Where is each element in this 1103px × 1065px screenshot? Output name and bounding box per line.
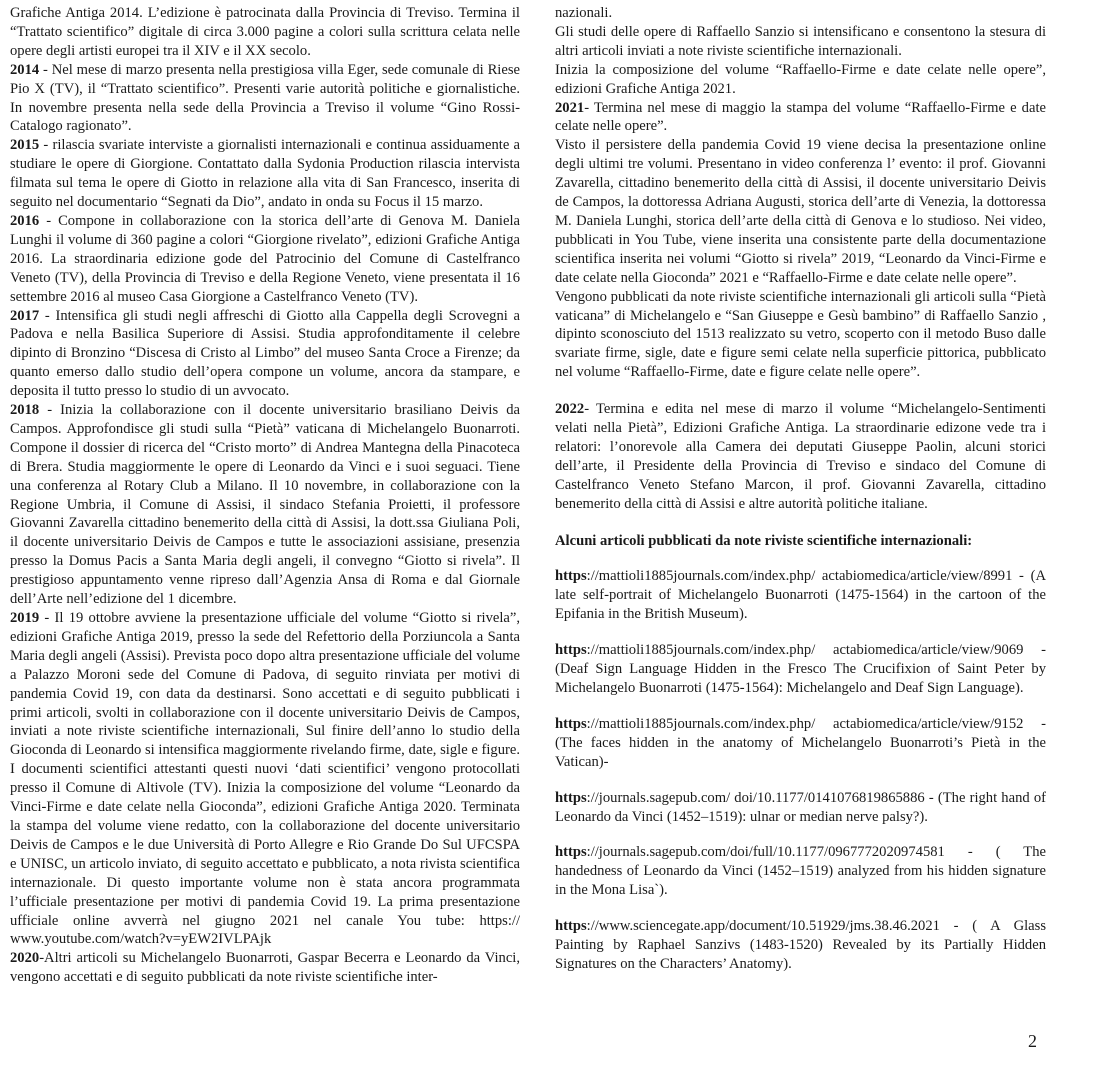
articles-heading: Alcuni articoli pubblicati da note riviste scientifiche internazionali:	[555, 532, 973, 549]
paragraph-2020	[10, 949, 520, 987]
paragraph-text: - Termina e edita nel mese di marzo il volume “Michelangelo-Sentimenti velati nella Pietà”, Edizioni Grafiche Antiga. La straordinarie edizone vede tra i relatori: l’onorevole alla Camera dei deputati Giuseppe Paolin, alcuni storici dell’arte, il Presidente della Provincia di Treviso e sindaco del Comune di Castelfranco Veneto Stefano Marcon, il prof. Giovanni Zavarella, cittadino benemerito della città di Assisi e altre autorità politiche italiane.	[555, 401, 1046, 512]
paragraph-2021-online: Visto il persistere della pandemia Covid 19 viene decisa la presentazione online degli ultimi tre volumi. Presentano in video conferenza l’ evento: il prof. Giovanni Zavarella, cittadino benemerito della città di Assisi, il docente universitario Deivis de Campos, la dottoressa Adriana Augusti, storica dell’arte di Venezia, la dottoressa M. Daniela Lunghi, storica dell’arte della città di Genova e lo studioso. Nei video, pubblicati in You Tube, viene inserita una consistente parte della documentazione scientifica inserita nei volumi “Giotto si rivela” 2019, “Leonardo da Vinci-Firme e date celate nella Gioconda” 2021 e “Raffaello-Firme e date celate nelle opere”.	[555, 137, 1046, 286]
year-label: 2017	[10, 307, 40, 324]
spacer	[555, 826, 1046, 843]
reference-protocol: https	[555, 568, 587, 585]
right-column	[555, 4, 1046, 974]
year-label: 2019	[10, 610, 40, 626]
spacer	[555, 698, 1046, 715]
paragraph-2019	[10, 609, 520, 949]
continuation-paragraph: Gli studi delle opere di Raffaello Sanzio si intensificano e consentono la stesura di altri articoli inviati a note riviste scientifiche internazionali.	[555, 23, 1046, 59]
page-number: 2	[1028, 1031, 1037, 1051]
reference-protocol: https	[555, 844, 587, 861]
article-reference	[555, 641, 1046, 698]
reference-protocol: https	[555, 918, 587, 935]
paragraph-text: -Altri articoli su Michelangelo Buonarroti, Gaspar Becerra e Leonardo da Vinci, vengono accettati e di seguito pubblicati da note riviste scientifiche inter-	[10, 950, 520, 986]
paragraph-text: Grafiche Antiga 2014. L’edizione è patrocinata dalla Provincia di Treviso. Termina il “Trattato scientifico” digitale di circa 3.000 pagine a colori sulla scrittura celata nelle opere degli artisti europei tra il XIV e il XX secolo.	[10, 5, 520, 59]
paragraph-2021-articles: Vengono pubblicati da note riviste scientifiche internazionali gli articoli sulla “Pietà vaticana” di Michelangelo e “San Giuseppe e Gesù bambino” di Raffaello Sanzio , dipinto sconosciuto del 1513 realizzato su vetro, scoperto con il metodo Buso dalle svariate firme, sigle, date e figure semi celate nella superficie pittorica, pubblicato nel volume “Raffaello-Firme, date e figure celate nelle opere”.	[555, 288, 1046, 381]
reference-protocol: https	[555, 715, 587, 732]
spacer	[555, 514, 1046, 532]
article-reference	[555, 917, 1046, 974]
paragraph-2015	[10, 136, 520, 212]
spacer	[555, 624, 1046, 641]
year-label: 2018	[10, 402, 40, 419]
year-label: 2022	[555, 401, 585, 418]
paragraph-intro	[10, 4, 520, 61]
article-reference	[555, 843, 1046, 900]
spacer	[555, 550, 1046, 567]
paragraph-2021	[555, 99, 1046, 137]
reference-text: ://mattioli1885journals.com/index.php/ actabiomedica/article/view/8991 - (A late self-portrait of Michelangelo Buonarroti (1475-1564) in the cartoon of the Epifania in the British Museum).	[555, 568, 1046, 623]
paragraph-text: - Il 19 ottobre avviene la presentazione ufficiale del volume “Giotto si rivela”, edizioni Grafiche Antiga 2019, presso la sede del Refettorio della Porziuncola a Santa Maria degli angeli (Assisi). Prevista poco dopo altra presentazione ufficiale del volume a Palazzo Moroni sede del Comune di Padova, di seguito rinviata per motivi di pandemia Covid 19, con data da destinarsi. Sono accettati e di seguito pubblicati i primi articoli, svolti in collaborazione con il docente universitario Deivis de Campos, inviati a note riviste scientifiche internazionali, Sul finire dell’anno lo studio della Gioconda di Leonardo si intensifica maggiormente rivelando firme, date, sigle e figure. I documenti scientifici attestanti questi nuovi ‘dati scientifici’ vengono protocollati presso il Comune di Altivole (TV). Inizia la composizione del volume “Leonardo da Vinci-Firme e date celate nella Gioconda”, edizioni Grafiche Antiga 2020. Terminata la stampa del volume viene redatto, con la collaborazione del docente universitario Deivis de Campos e le due Università di Porto Allegre e Rio Grande Do Sul UFCSPA e UNISC, un articolo inviato, di seguito accettato e pubblicato, a nota rivista scientifica internazionale. Di questo importante volume non è stata ancora programmata l’ufficiale presentazione per motivi di pandemia Covid 19. La prima presentazione ufficiale online avverrà nel giugno 2021 nel canale You tube: https:// www.youtube.com/watch?v=yEW2IVLPAjk	[10, 610, 520, 948]
reference-text: ://www.sciencegate.app/document/10.51929/jms.38.46.2021 - ( A Glass Painting by Raphael Sanzivs (1483-1520) Revealed by its Partially Hidden Signatures on the Characters’ Anatomy).	[555, 918, 1046, 972]
paragraph-2016	[10, 212, 520, 307]
reference-text: ://mattioli1885journals.com/index.php/ actabiomedica/article/view/9069 - (Deaf Sign Language Hidden in the Fresco The Crucifixion of Saint Peter by Michelangelo Buonarroti (1475-1564): Michelangelo and Deaf Sign Language).	[555, 642, 1046, 696]
paragraph-2022	[555, 400, 1046, 513]
spacer	[555, 772, 1046, 789]
article-reference	[555, 789, 1046, 827]
continuation-line: nazionali.	[555, 5, 613, 21]
paragraph-text: - Inizia la collaborazione con il docente universitario brasiliano Deivis da Campos. Approfondisce gli studi sulla “Pietà” vaticana di Michelangelo Buonarroti. Compone il dossier di ricerca del “Cristo morto” di Andrea Mantegna della Pinacoteca di Brera. Studia maggiormente le opere di Leonardo da Vinci e i suoi seguaci. Tiene una conferenza al Rotary Club a Milano. Il 10 novembre, in collaborazione con la Regione Umbria, il Comune di Assisi, il sindaco Stefania Proietti, il professore Giovanni Zavarella cittadino benemerito della città di Assisi, la dott.ssa Giuliana Poli, il docente universitario Deivis de Campos e tutte le associazioni assisiane, presenzia presso la Domus Pacis a Santa Maria degli angeli, il convegno “Giotto si rivela”. Il prestigioso appuntamento venne ripreso dall’Agenzia Ansa di Roma e dal Giornale dell’Arte nell’edizione del 1 dicembre.	[10, 402, 520, 608]
article-reference	[555, 567, 1046, 624]
paragraph-text: - Termina nel mese di maggio la stampa del volume “Raffaello-Firme e date celate nelle opere”.	[555, 99, 1046, 135]
paragraph-text: - Intensifica gli studi negli affreschi di Giotto alla Cappella degli Scrovegni a Padova e nella Basilica Superiore di Assisi. Studia approfonditamente il celebre dipinto di Bronzino “Discesa di Cristo al Limbo” del museo Santa Croce a Firenze; da quanto emerso dallo studio dell’opera compone un volume, ancora da stampare, e deposita il tutto presso lo studio di un avvocato.	[10, 307, 520, 400]
paragraph-2018	[10, 401, 520, 609]
paragraph-text: - Nel mese di marzo presenta nella prestigiosa villa Eger, sede comunale di Riese Pio X (TV), il “Trattato scientifico”. Presenti varie autorità politiche e giornalistiche. In novembre presenta nella sede della Provincia a Treviso il volume “Gino Rossi-Catalogo ragionato”.	[10, 61, 520, 135]
year-label: 2014	[10, 61, 40, 78]
year-label: 2021	[555, 99, 585, 116]
reference-protocol: https	[555, 642, 587, 659]
year-label: 2015	[10, 137, 40, 154]
article-reference	[555, 715, 1046, 772]
reference-protocol: https	[555, 789, 587, 806]
spacer	[555, 382, 1046, 400]
paragraph-text: - Compone in collaborazione con la storica dell’arte di Genova M. Daniela Lunghi il volume di 360 pagine a colori “Giorgione rivelato”, edizioni Grafiche Antiga 2016. La straordinaria edizione gode del Patrocinio del Comune di Castelfranco Veneto (TV), della Provincia di Treviso e della Regione Veneto, viene presentata il 16 settembre 2016 al museo Casa Giorgione a Castelfranco Veneto (TV).	[10, 212, 520, 305]
continuation-paragraph: Inizia la composizione del volume “Raffaello-Firme e date celate nelle opere”, edizioni Grafiche Antiga 2021.	[555, 61, 1046, 97]
reference-text: ://journals.sagepub.com/doi/full/10.1177/0967772020974581 - ( The handedness of Leonardo da Vinci (1452–1519) analyzed from his hidden signature in the Mona Lisa`).	[555, 844, 1046, 899]
spacer	[555, 900, 1046, 917]
year-label: 2020	[10, 950, 40, 967]
year-label: 2016	[10, 212, 40, 229]
reference-text: ://mattioli1885journals.com/index.php/ actabiomedica/article/view/9152 - (The faces hidden in the anatomy of Michelangelo Buonarroti’s Pietà in the Vatican)-	[555, 715, 1046, 770]
paragraph-2014	[10, 61, 520, 137]
paragraph-text: - rilascia svariate interviste a giornalisti internazionali e continua assiduamente a studiare le opere di Giorgione. Contattato dalla Sydonia Production rilascia intervista filmata sul tema le opere di Giotto in relazione alla vita di San Francesco, inserita di seguito nel documentario “Segnati da Dio”, andato in onda su Focus il 15 marzo.	[10, 137, 520, 211]
left-column	[10, 4, 520, 987]
reference-text: ://journals.sagepub.com/ doi/10.1177/0141076819865886 - (The right hand of Leonardo da Vinci (1452–1519): ulnar or median nerve palsy?).	[555, 789, 1046, 825]
paragraph-2017	[10, 307, 520, 402]
